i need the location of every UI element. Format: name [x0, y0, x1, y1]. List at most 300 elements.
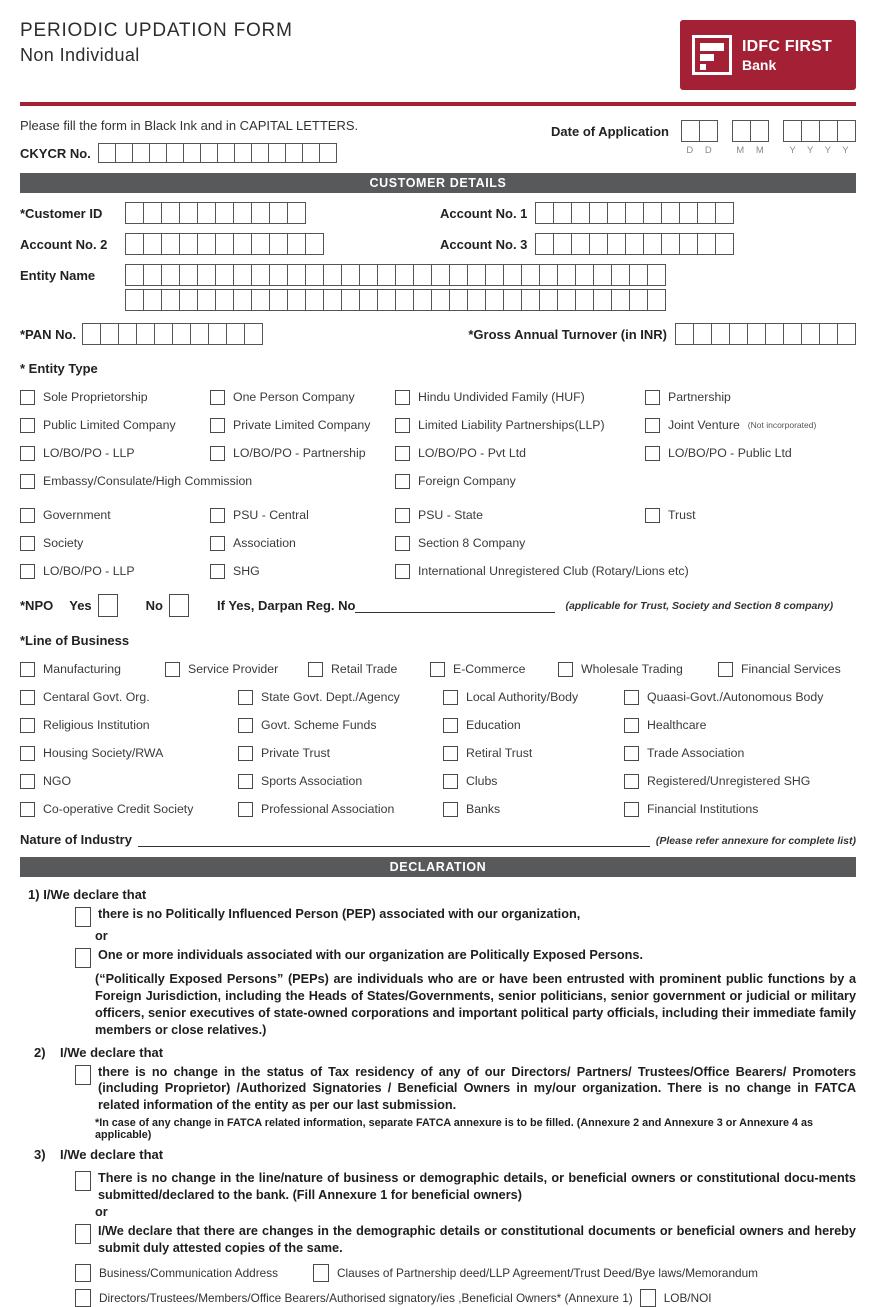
pep-none-checkbox[interactable] — [75, 907, 91, 927]
account-no-3-cells — [535, 233, 734, 255]
checkbox-embassy-consulate-high-commission[interactable]: Embassy/Consulate/High Commission — [20, 472, 395, 490]
checkbox-box[interactable] — [624, 718, 639, 733]
char-box[interactable] — [244, 323, 263, 345]
checkbox-private-trust[interactable]: Private Trust — [238, 744, 443, 762]
pan-cells — [82, 323, 263, 345]
char-box[interactable] — [607, 202, 626, 224]
char-box[interactable] — [118, 323, 137, 345]
char-box[interactable] — [143, 289, 162, 311]
char-box[interactable] — [154, 323, 173, 345]
char-box[interactable] — [251, 264, 270, 286]
char-box[interactable] — [251, 143, 269, 163]
checkbox-box[interactable] — [443, 774, 458, 789]
char-box[interactable] — [197, 289, 216, 311]
char-box[interactable] — [215, 202, 234, 224]
tax-residency-no-change-checkbox[interactable] — [75, 1065, 91, 1085]
char-box[interactable] — [607, 233, 626, 255]
checkbox-partnership[interactable]: Partnership — [645, 388, 856, 406]
char-box[interactable] — [643, 233, 662, 255]
char-box[interactable] — [269, 289, 288, 311]
char-box[interactable] — [413, 289, 432, 311]
checkbox-e-commerce[interactable]: E-Commerce — [430, 660, 558, 678]
directors-trustees-checkbox[interactable] — [75, 1289, 91, 1307]
changes-demographic-checkbox[interactable] — [75, 1224, 91, 1244]
checkbox-centaral-govt-org[interactable]: Centaral Govt. Org. — [20, 688, 238, 706]
checkbox-box[interactable] — [645, 446, 660, 461]
char-box[interactable] — [323, 289, 342, 311]
char-box[interactable] — [699, 120, 718, 142]
char-box[interactable] — [661, 233, 680, 255]
char-box[interactable] — [359, 264, 378, 286]
char-box[interactable] — [593, 264, 612, 286]
checkbox-healthcare[interactable]: Healthcare — [624, 716, 856, 734]
checkbox-box[interactable] — [20, 418, 35, 433]
char-box[interactable] — [179, 289, 198, 311]
char-box[interactable] — [783, 323, 802, 345]
checkbox-box[interactable] — [20, 390, 35, 405]
char-box[interactable] — [589, 233, 608, 255]
checkbox-hindu-undivided-family-huf[interactable]: Hindu Undivided Family (HUF) — [395, 388, 645, 406]
checkbox-box[interactable] — [20, 474, 35, 489]
checkbox-box[interactable] — [20, 508, 35, 523]
char-box[interactable] — [503, 264, 522, 286]
char-box[interactable] — [575, 264, 594, 286]
char-box[interactable] — [485, 289, 504, 311]
checkbox-professional-association[interactable]: Professional Association — [238, 800, 443, 818]
checkbox-box[interactable] — [238, 746, 253, 761]
checkbox-box[interactable] — [210, 446, 225, 461]
pep-none-text: there is no Politically Influenced Person (PEP) associated with our organization, — [98, 907, 581, 921]
char-box[interactable] — [161, 233, 180, 255]
lob-row-6 — [20, 800, 856, 818]
date-month-cells — [732, 120, 769, 142]
char-box[interactable] — [161, 202, 180, 224]
changes-demographic-text: I/We declare that there are changes in the demographic details or constitutional documents or beneficial owners and hereby submit duly attested copies of the same. — [98, 1224, 856, 1256]
checkbox-international-unregistered-club-rotary-lions-etc[interactable]: International Unregistered Club (Rotary/Lions etc) — [395, 562, 856, 580]
declaration-1-heading — [20, 887, 856, 902]
checkbox-sole-proprietorship[interactable]: Sole Proprietorship — [20, 388, 210, 406]
checkbox-box[interactable] — [718, 662, 733, 677]
char-box[interactable] — [449, 264, 468, 286]
checkbox-trust[interactable]: Trust — [645, 506, 856, 524]
clauses-partnership-deed-item[interactable] — [313, 1264, 758, 1282]
char-box[interactable] — [521, 264, 540, 286]
no-change-business-checkbox[interactable] — [75, 1171, 91, 1191]
char-box[interactable] — [197, 264, 216, 286]
char-box[interactable] — [732, 120, 751, 142]
checkbox-lo-bo-po-public-ltd[interactable]: LO/BO/PO - Public Ltd — [645, 444, 856, 462]
char-box[interactable] — [413, 264, 432, 286]
char-box[interactable] — [711, 323, 730, 345]
char-box[interactable] — [166, 143, 184, 163]
char-box[interactable] — [215, 289, 234, 311]
checkbox-lo-bo-po-llp[interactable]: LO/BO/PO - LLP — [20, 444, 210, 462]
checkbox-one-person-company[interactable]: One Person Company — [210, 388, 395, 406]
checkbox-psu-state[interactable]: PSU - State — [395, 506, 645, 524]
char-box[interactable] — [251, 233, 270, 255]
char-box[interactable] — [571, 233, 590, 255]
char-box[interactable] — [395, 264, 414, 286]
char-box[interactable] — [675, 323, 694, 345]
char-box[interactable] — [287, 264, 306, 286]
date-input-groups — [681, 120, 856, 156]
checkbox-box[interactable] — [624, 802, 639, 817]
checkbox-religious-institution[interactable]: Religious Institution — [20, 716, 238, 734]
char-box[interactable] — [233, 264, 252, 286]
char-box[interactable] — [377, 289, 396, 311]
char-box[interactable] — [661, 202, 680, 224]
checkbox-box[interactable] — [395, 474, 410, 489]
checkbox-box[interactable] — [443, 718, 458, 733]
char-box[interactable] — [693, 323, 712, 345]
char-box[interactable] — [179, 202, 198, 224]
char-box[interactable] — [143, 202, 162, 224]
char-box[interactable] — [801, 120, 820, 142]
char-box[interactable] — [125, 264, 144, 286]
nature-of-industry-note: (Please refer annexure for complete list) — [655, 835, 856, 847]
char-box[interactable] — [571, 202, 590, 224]
nature-of-industry-label: Nature of Industry — [20, 832, 132, 847]
checkbox-box[interactable] — [20, 802, 35, 817]
checkbox-retiral-trust[interactable]: Retiral Trust — [443, 744, 624, 762]
checkbox-box[interactable] — [165, 662, 180, 677]
char-box[interactable] — [149, 143, 167, 163]
npo-no-checkbox[interactable] — [169, 594, 189, 617]
char-box[interactable] — [183, 143, 201, 163]
char-box[interactable] — [629, 264, 648, 286]
char-box[interactable] — [539, 289, 558, 311]
declaration-1-heading-text: I/We declare that — [43, 887, 147, 902]
char-box[interactable] — [611, 264, 630, 286]
account-no-2-label: Account No. 2 — [20, 236, 108, 252]
checkbox-public-limited-company[interactable]: Public Limited Company — [20, 416, 210, 434]
checkbox-society[interactable]: Society — [20, 534, 210, 552]
char-box[interactable] — [647, 264, 666, 286]
char-box[interactable] — [819, 120, 838, 142]
char-box[interactable] — [233, 202, 252, 224]
checkbox-housing-society-rwa[interactable]: Housing Society/RWA — [20, 744, 238, 762]
checkbox-section-8-company[interactable]: Section 8 Company — [395, 534, 645, 552]
npo-yes-checkbox[interactable] — [98, 594, 118, 617]
char-box[interactable] — [172, 323, 191, 345]
char-box[interactable] — [125, 233, 144, 255]
logo-brand-line1: IDFC FIRST — [742, 37, 832, 55]
checkbox-box[interactable] — [238, 774, 253, 789]
idfc-logo-icon — [692, 35, 732, 75]
char-box[interactable] — [589, 202, 608, 224]
checkbox-box[interactable] — [20, 536, 35, 551]
directors-trustees-item[interactable] — [75, 1289, 633, 1307]
checkbox-box[interactable] — [20, 690, 35, 705]
checkbox-box[interactable] — [238, 802, 253, 817]
char-box[interactable] — [715, 202, 734, 224]
char-box[interactable] — [341, 289, 360, 311]
entity-name-field — [20, 264, 856, 314]
checkbox-box[interactable] — [20, 446, 35, 461]
char-box[interactable] — [431, 264, 450, 286]
char-box[interactable] — [449, 289, 468, 311]
char-box[interactable] — [217, 143, 235, 163]
darpan-reg-no-line[interactable] — [355, 599, 555, 613]
checkbox-joint-venture[interactable]: Joint Venture (Not incorporated) — [645, 416, 856, 434]
char-box[interactable] — [395, 289, 414, 311]
checkbox-local-authority-body[interactable]: Local Authority/Body — [443, 688, 624, 706]
char-box[interactable] — [625, 202, 644, 224]
char-box[interactable] — [82, 323, 101, 345]
clauses-partnership-deed-checkbox[interactable] — [313, 1264, 329, 1282]
char-box[interactable] — [179, 264, 198, 286]
checkbox-box[interactable] — [20, 564, 35, 579]
date-of-application-label: Date of Application — [551, 124, 669, 139]
checkbox-box[interactable] — [210, 536, 225, 551]
char-box[interactable] — [801, 323, 820, 345]
checkbox-box[interactable] — [395, 390, 410, 405]
char-box[interactable] — [215, 233, 234, 255]
customer-id-cells — [125, 202, 306, 224]
char-box[interactable] — [837, 120, 856, 142]
nature-of-industry-line[interactable] — [138, 833, 650, 847]
char-box[interactable] — [593, 289, 612, 311]
section-header-declaration: DECLARATION — [20, 857, 856, 877]
char-box[interactable] — [765, 323, 784, 345]
logo-wordmark — [742, 38, 832, 73]
char-box[interactable] — [269, 264, 288, 286]
declaration-2-heading-text: I/We declare that — [60, 1044, 164, 1060]
declaration-2-option — [75, 1064, 856, 1114]
checkbox-trade-association[interactable]: Trade Association — [624, 744, 856, 762]
char-box[interactable] — [557, 289, 576, 311]
checkbox-box[interactable] — [20, 718, 35, 733]
checkbox-state-govt-dept-agency[interactable]: State Govt. Dept./Agency — [238, 688, 443, 706]
account-no-1-cells — [535, 202, 734, 224]
checkbox-lo-bo-po-llp[interactable]: LO/BO/PO - LLP — [20, 562, 210, 580]
char-box[interactable] — [467, 289, 486, 311]
checkbox-private-limited-company[interactable]: Private Limited Company — [210, 416, 395, 434]
char-box[interactable] — [305, 233, 324, 255]
checkbox-financial-services[interactable]: Financial Services — [718, 660, 856, 678]
checkbox-box[interactable] — [395, 446, 410, 461]
char-box[interactable] — [287, 233, 306, 255]
char-box[interactable] — [341, 264, 360, 286]
checkbox-lo-bo-po-partnership[interactable]: LO/BO/PO - Partnership — [210, 444, 395, 462]
checkbox-box[interactable] — [430, 662, 445, 677]
pan-label: *PAN No. — [20, 326, 77, 342]
char-box[interactable] — [234, 143, 252, 163]
checkbox-box[interactable] — [20, 662, 35, 677]
char-box[interactable] — [226, 323, 245, 345]
checkbox-sports-association[interactable]: Sports Association — [238, 772, 443, 790]
checkbox-box[interactable] — [20, 746, 35, 761]
pan-turnover-row — [20, 323, 856, 345]
checkbox-box[interactable] — [308, 662, 323, 677]
checkbox-box[interactable] — [624, 746, 639, 761]
char-box[interactable] — [302, 143, 320, 163]
char-box[interactable] — [268, 143, 286, 163]
char-box[interactable] — [319, 143, 337, 163]
checkbox-registered-unregistered-shg[interactable]: Registered/Unregistered SHG — [624, 772, 856, 790]
checkbox-ngo[interactable]: NGO — [20, 772, 238, 790]
char-box[interactable] — [521, 289, 540, 311]
checkbox-box[interactable] — [210, 390, 225, 405]
char-box[interactable] — [697, 233, 716, 255]
char-box[interactable] — [503, 289, 522, 311]
business-communication-address-item[interactable] — [75, 1264, 278, 1282]
checkbox-box[interactable] — [645, 418, 660, 433]
darpan-label: If Yes, Darpan Reg. No — [217, 598, 356, 613]
lob-row-3 — [20, 716, 856, 734]
checkbox-foreign-company[interactable]: Foreign Company — [395, 472, 645, 490]
checkbox-box[interactable] — [238, 690, 253, 705]
char-box[interactable] — [535, 202, 554, 224]
char-box[interactable] — [557, 264, 576, 286]
checkbox-box[interactable] — [210, 508, 225, 523]
fatca-footnote: *In case of any change in FATCA related information, separate FATCA annexure is to be filled. (Annexure 2 and Annexure 3 or Annexure 4 as applicable) — [95, 1116, 813, 1141]
char-box[interactable] — [750, 120, 769, 142]
char-box[interactable] — [535, 233, 554, 255]
checkbox-box[interactable] — [395, 418, 410, 433]
char-box[interactable] — [197, 202, 216, 224]
checkbox-box[interactable] — [395, 536, 410, 551]
char-box[interactable] — [625, 233, 644, 255]
char-box[interactable] — [539, 264, 558, 286]
checkbox-government[interactable]: Government — [20, 506, 210, 524]
business-communication-address-checkbox[interactable] — [75, 1264, 91, 1282]
checkbox-box[interactable] — [645, 390, 660, 405]
lob-row-4 — [20, 744, 856, 762]
checkbox-lo-bo-po-pvt-ltd[interactable]: LO/BO/PO - Pvt Ltd — [395, 444, 645, 462]
checkbox-education[interactable]: Education — [443, 716, 624, 734]
checkbox-retail-trade[interactable]: Retail Trade — [308, 660, 430, 678]
char-box[interactable] — [197, 233, 216, 255]
checkbox-box[interactable] — [20, 774, 35, 789]
declaration-3-heading — [20, 1147, 856, 1162]
char-box[interactable] — [132, 143, 150, 163]
checkbox-psu-central[interactable]: PSU - Central — [210, 506, 395, 524]
char-box[interactable] — [161, 289, 180, 311]
char-box[interactable] — [697, 202, 716, 224]
char-box[interactable] — [115, 143, 133, 163]
char-box[interactable] — [143, 233, 162, 255]
checkbox-box[interactable] — [443, 746, 458, 761]
char-box[interactable] — [729, 323, 748, 345]
checkbox-quaasi-govt-autonomous-body[interactable]: Quaasi-Govt./Autonomous Body — [624, 688, 856, 706]
checkbox-box[interactable] — [238, 718, 253, 733]
char-box[interactable] — [629, 289, 648, 311]
date-year-cells — [783, 120, 856, 142]
declaration-1-option-a — [75, 906, 856, 927]
char-box[interactable] — [679, 233, 698, 255]
char-box[interactable] — [287, 202, 306, 224]
checkbox-box[interactable] — [210, 564, 225, 579]
char-box[interactable] — [783, 120, 802, 142]
checkbox-box[interactable] — [443, 690, 458, 705]
char-box[interactable] — [679, 202, 698, 224]
char-box[interactable] — [233, 233, 252, 255]
char-box[interactable] — [285, 143, 303, 163]
char-box[interactable] — [485, 264, 504, 286]
char-box[interactable] — [287, 289, 306, 311]
char-box[interactable] — [431, 289, 450, 311]
declaration-3-heading-text: I/We declare that — [60, 1146, 164, 1162]
checkbox-co-operative-credit-society[interactable]: Co-operative Credit Society — [20, 800, 238, 818]
char-box[interactable] — [251, 202, 270, 224]
checkbox-wholesale-trading[interactable]: Wholesale Trading — [558, 660, 718, 678]
line-of-business-label: *Line of Business — [20, 633, 130, 648]
char-box[interactable] — [233, 289, 252, 311]
char-box[interactable] — [359, 289, 378, 311]
char-box[interactable] — [611, 289, 630, 311]
char-box[interactable] — [553, 233, 572, 255]
char-box[interactable] — [161, 264, 180, 286]
checkbox-box[interactable] — [645, 508, 660, 523]
char-box[interactable] — [305, 264, 324, 286]
checkbox-box[interactable] — [210, 418, 225, 433]
checkbox-box[interactable] — [624, 690, 639, 705]
char-box[interactable] — [100, 323, 119, 345]
entity-type-row-2 — [20, 416, 856, 434]
entity-name-row-1 — [125, 264, 666, 286]
checkbox-box[interactable] — [395, 508, 410, 523]
char-box[interactable] — [323, 264, 342, 286]
char-box[interactable] — [747, 323, 766, 345]
checkbox-financial-institutions[interactable]: Financial Institutions — [624, 800, 856, 818]
checkbox-box[interactable] — [395, 564, 410, 579]
checkbox-association[interactable]: Association — [210, 534, 395, 552]
checkbox-clubs[interactable]: Clubs — [443, 772, 624, 790]
pep-exists-checkbox[interactable] — [75, 948, 91, 968]
checkbox-box[interactable] — [443, 802, 458, 817]
char-box[interactable] — [467, 264, 486, 286]
char-box[interactable] — [681, 120, 700, 142]
char-box[interactable] — [377, 264, 396, 286]
char-box[interactable] — [215, 264, 234, 286]
checkbox-manufacturing[interactable]: Manufacturing — [20, 660, 165, 678]
account-no-3-label: Account No. 3 — [440, 236, 528, 252]
checkbox-shg[interactable]: SHG — [210, 562, 395, 580]
char-box[interactable] — [647, 289, 666, 311]
char-box[interactable] — [190, 323, 209, 345]
char-box[interactable] — [125, 202, 144, 224]
char-box[interactable] — [98, 143, 116, 163]
char-box[interactable] — [553, 202, 572, 224]
char-box[interactable] — [819, 323, 838, 345]
char-box[interactable] — [251, 289, 270, 311]
checkbox-banks[interactable]: Banks — [443, 800, 624, 818]
char-box[interactable] — [208, 323, 227, 345]
char-box[interactable] — [200, 143, 218, 163]
char-box[interactable] — [269, 233, 288, 255]
date-day-caption: D D — [686, 145, 713, 156]
checkbox-box[interactable] — [624, 774, 639, 789]
char-box[interactable] — [136, 323, 155, 345]
char-box[interactable] — [143, 264, 162, 286]
char-box[interactable] — [575, 289, 594, 311]
checkbox-service-provider[interactable]: Service Provider — [165, 660, 308, 678]
checkbox-box[interactable] — [558, 662, 573, 677]
char-box[interactable] — [269, 202, 288, 224]
lob-noi-checkbox[interactable] — [640, 1289, 656, 1307]
checkbox-limited-liability-partnerships-llp[interactable]: Limited Liability Partnerships(LLP) — [395, 416, 645, 434]
form-title: PERIODIC UPDATION FORM — [20, 20, 293, 41]
checkbox-govt-scheme-funds[interactable]: Govt. Scheme Funds — [238, 716, 443, 734]
char-box[interactable] — [179, 233, 198, 255]
char-box[interactable] — [305, 289, 324, 311]
lob-noi-item[interactable] — [640, 1289, 712, 1307]
char-box[interactable] — [125, 289, 144, 311]
char-box[interactable] — [643, 202, 662, 224]
char-box[interactable] — [715, 233, 734, 255]
char-box[interactable] — [837, 323, 856, 345]
